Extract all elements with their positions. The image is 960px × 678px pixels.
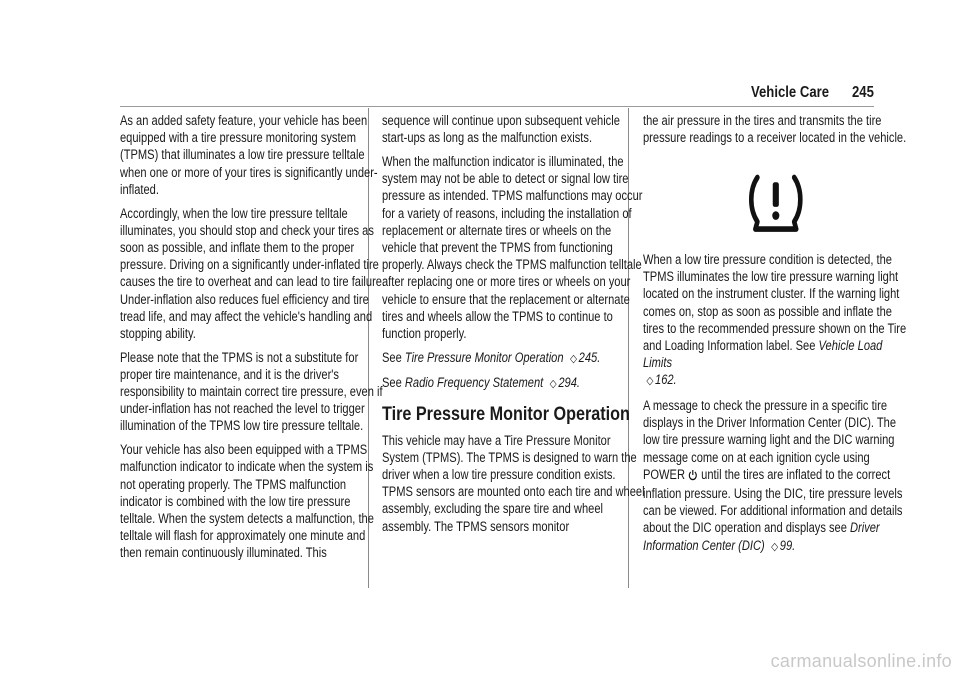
xref-page[interactable]: 162. bbox=[655, 372, 677, 388]
paragraph: As an added safety feature, your vehicle has been equipped with a tire pressure monitoring system (TPMS) that illuminates a low tire pressure telltale when one or more of your tires is significantly under-inflated. bbox=[120, 113, 378, 197]
paragraph bbox=[643, 397, 909, 556]
paragraph: sequence will continue upon subsequent vehicle start-ups as long as the malfunction exists. bbox=[382, 113, 620, 146]
paragraph: Accordingly, when the low tire pressure telltale illuminates, you should stop and check your tires as soon as possible, and inflate them to the proper pressure. Driving on a significantly under-inflated tire causes the tire to overheat and can lead to tire failure. Under-inflation also reduces fuel efficiency and tire tread life, and may affect the vehicle's handling and stopping ability. bbox=[120, 205, 386, 341]
header-rule bbox=[120, 106, 874, 107]
xref-page[interactable]: 245. bbox=[578, 349, 601, 365]
column-3 bbox=[643, 112, 909, 562]
cross-reference bbox=[382, 374, 648, 393]
watermark: carmanualsonline.info bbox=[770, 651, 952, 671]
xref-link[interactable]: Tire Pressure Monitor Operation bbox=[404, 349, 564, 365]
xref-page[interactable]: 99. bbox=[779, 537, 796, 553]
paragraph: When the malfunction indicator is illuminated, the system may not be able to detect or signal low tire pressure as intended. TPMS malfunctions may occur for a variety of reasons, including the installation of replacement or alternate tires or wheels on the vehicle that prevent the TPMS from functioning properly. Always check the TPMS malfunction telltale after replacing one or more tires or wheels on your vehicle to ensure that the replacement or alternate tires and wheels allow the TPMS to continue to function properly. bbox=[382, 153, 643, 341]
xref-link[interactable]: Driver Information Center (DIC) bbox=[643, 520, 880, 553]
see-label: See bbox=[382, 375, 402, 391]
paragraph-text: until the tires are inflated to the correct inflation pressure. Using the DIC, tire pressure levels can be viewed. For additional information and details about the DIC operation and displays see bbox=[643, 466, 903, 536]
telltale-figure bbox=[643, 153, 909, 251]
paragraph-text: A message to check the pressure in a specific tire displays in the Driver Information Center (DIC). The low tire pressure warning light and the DIC warning message come on at each ignition cycle using POWER bbox=[643, 398, 897, 482]
page-ref-triangle-icon: ◇ bbox=[569, 352, 577, 365]
see-label: See bbox=[382, 349, 402, 365]
xref-link[interactable]: Vehicle Load Limits bbox=[643, 337, 883, 371]
page-ref-triangle-icon: ◇ bbox=[549, 378, 557, 391]
page-header bbox=[751, 84, 874, 102]
low-tire-pressure-icon bbox=[745, 170, 806, 234]
paragraph: Please note that the TPMS is not a substitute for proper tire maintenance, and it is the driver's responsibility to maintain correct tire pressure, even if under-inflation has not reached the level to trigger illumination of the TPMS low tire pressure telltale. bbox=[120, 349, 383, 434]
cross-reference bbox=[382, 349, 648, 368]
paragraph-text: When a low tire pressure condition is detected, the TPMS illuminates the low tire pressure warning light located on the instrument cluster. If the warning light comes on, stop as soon as possible and inflate the tires to the recommended pressure shown on the Tire and Loading Information label. See bbox=[643, 251, 907, 353]
paragraph: the air pressure in the tires and transmits the tire pressure readings to a receiver located in the vehicle. bbox=[643, 113, 907, 146]
power-icon bbox=[688, 468, 698, 485]
section-heading: Tire Pressure Monitor Operation bbox=[382, 402, 630, 425]
page-number: 245 bbox=[852, 84, 874, 101]
paragraph bbox=[643, 251, 909, 391]
section-title: Vehicle Care bbox=[751, 84, 830, 101]
xref-page[interactable]: 294. bbox=[558, 375, 581, 391]
column-1 bbox=[120, 112, 386, 568]
column-2 bbox=[382, 112, 648, 541]
page-ref-triangle-icon: ◇ bbox=[771, 540, 779, 553]
paragraph: This vehicle may have a Tire Pressure Monitor System (TPMS). The TPMS is designed to warn the driver when a low tire pressure condition exists. TPMS sensors are mounted onto each tire and wheel assembly, excluding the spare tire and wheel assembly. The TPMS sensors monitor bbox=[382, 432, 645, 534]
xref-link[interactable]: Radio Frequency Statement bbox=[404, 375, 544, 391]
paragraph: Your vehicle has also been equipped with a TPMS malfunction indicator to indicate when the system is not operating properly. The TPMS malfunction indicator is combined with the low tire pressure telltale. When the system detects a malfunction, the telltale will flash for approximately one minute and then remain continuously illuminated. This bbox=[120, 442, 374, 561]
page-ref-triangle-icon: ◇ bbox=[646, 375, 654, 388]
